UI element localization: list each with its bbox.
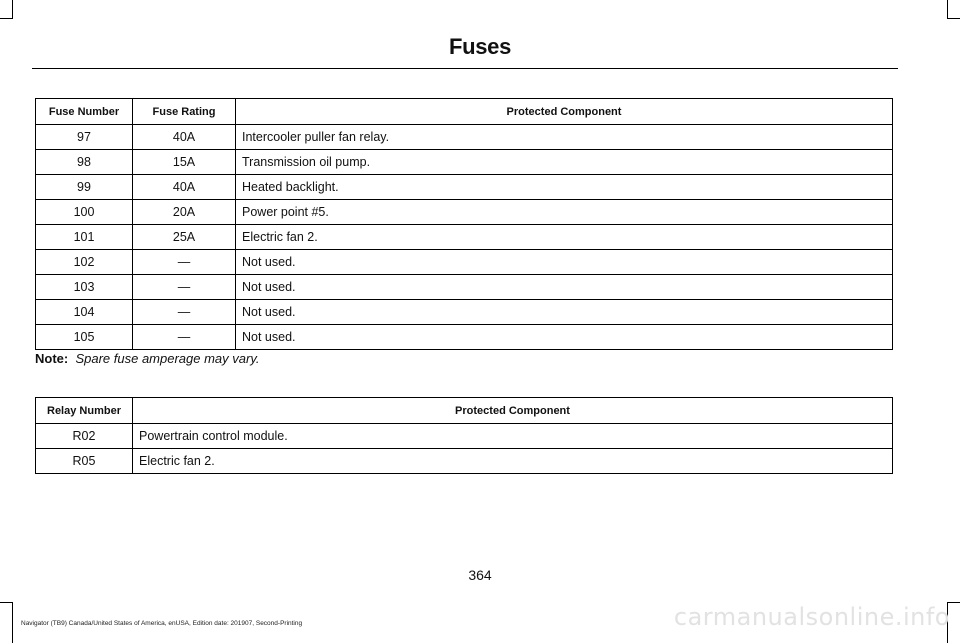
table-row (36, 225, 893, 250)
fuse-number-cell: 104 (36, 300, 133, 325)
protected-component-cell: Powertrain control module. (133, 424, 893, 449)
relay-number-cell: R05 (36, 449, 133, 474)
fuse-rating-cell: — (133, 300, 236, 325)
column-header-protected-component: Protected Component (133, 398, 893, 424)
table-header-row (36, 398, 893, 424)
footer-edition-text: Navigator (TB9) Canada/United States of America, enUSA, Edition date: 201907, Second-Printing (21, 620, 303, 627)
protected-component-cell: Not used. (236, 250, 893, 275)
column-header-fuse-number: Fuse Number (36, 99, 133, 125)
fuse-rating-cell: 15A (133, 150, 236, 175)
fuse-number-cell: 100 (36, 200, 133, 225)
protected-component-cell: Electric fan 2. (236, 225, 893, 250)
table-row (36, 325, 893, 350)
protected-component-cell: Transmission oil pump. (236, 150, 893, 175)
fuse-rating-cell: — (133, 275, 236, 300)
fuse-rating-cell: 40A (133, 125, 236, 150)
protected-component-cell: Not used. (236, 275, 893, 300)
protected-component-cell: Electric fan 2. (133, 449, 893, 474)
fuse-number-cell: 102 (36, 250, 133, 275)
fuse-number-cell: 97 (36, 125, 133, 150)
table-row (36, 125, 893, 150)
relay-table (35, 397, 893, 474)
table-row (36, 449, 893, 474)
protected-component-cell: Power point #5. (236, 200, 893, 225)
relay-number-cell: R02 (36, 424, 133, 449)
fuse-rating-cell: 40A (133, 175, 236, 200)
fuse-rating-cell: 25A (133, 225, 236, 250)
table-row (36, 275, 893, 300)
crop-mark-bottom-left (0, 602, 13, 643)
column-header-relay-number: Relay Number (36, 398, 133, 424)
watermark: carmanualsonline.info (673, 603, 950, 631)
fuse-table (35, 98, 893, 350)
crop-mark-top-left (0, 0, 13, 19)
table-row (36, 250, 893, 275)
table-row (36, 175, 893, 200)
page-title: Fuses (448, 34, 512, 59)
protected-component-cell: Not used. (236, 325, 893, 350)
table-row (36, 200, 893, 225)
fuse-number-cell: 103 (36, 275, 133, 300)
protected-component-cell: Not used. (236, 300, 893, 325)
fuse-rating-cell: — (133, 325, 236, 350)
crop-mark-top-right (947, 0, 960, 19)
fuse-number-cell: 98 (36, 150, 133, 175)
fuse-number-cell: 101 (36, 225, 133, 250)
fuse-number-cell: 105 (36, 325, 133, 350)
table-row (36, 424, 893, 449)
column-header-protected-component: Protected Component (236, 99, 893, 125)
note-text: Spare fuse amperage may vary. (75, 351, 260, 366)
table-row (36, 300, 893, 325)
title-divider (32, 68, 898, 69)
fuse-rating-cell: 20A (133, 200, 236, 225)
fuse-rating-cell: — (133, 250, 236, 275)
page-number: 364 (468, 567, 492, 583)
table-header-row (36, 99, 893, 125)
note (35, 351, 259, 366)
protected-component-cell: Heated backlight. (236, 175, 893, 200)
fuse-number-cell: 99 (36, 175, 133, 200)
column-header-fuse-rating: Fuse Rating (133, 99, 236, 125)
table-row (36, 150, 893, 175)
protected-component-cell: Intercooler puller fan relay. (236, 125, 893, 150)
note-label: Note: (35, 351, 69, 366)
